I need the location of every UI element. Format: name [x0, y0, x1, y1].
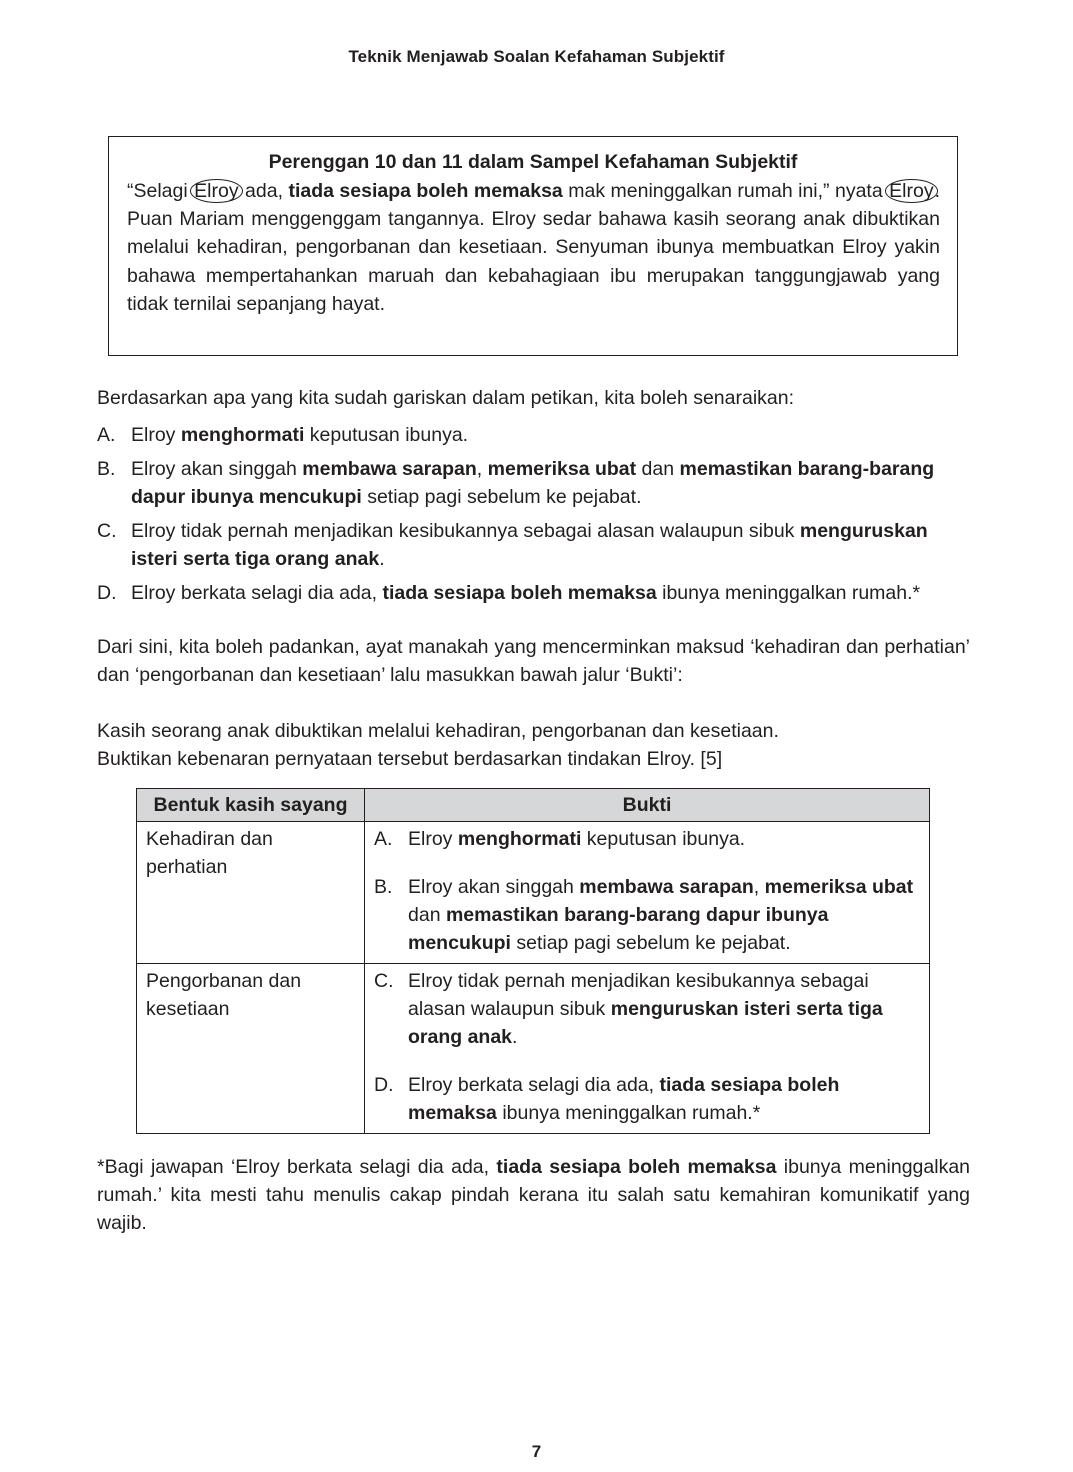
text-run: ada,: [239, 180, 289, 202]
table-item: B. Elroy akan singgah membawa sarapan, memeriksa ubat dan memastikan barang-barang dapur ibunya mencukupi setiap pagi sebelum ke pejabat.: [374, 876, 914, 954]
list-item: [97, 517, 970, 573]
circled-word: Elroy: [190, 179, 242, 203]
matching-paragraph: Dari sini, kita boleh padankan, ayat manakah yang mencerminkan maksud ‘kehadiran dan perhatian’ dan ‘pengorbanan dan kesetiaan’ lalu masukkan bawah jalur ‘Bukti’:: [97, 636, 970, 686]
evidence-list: [97, 421, 970, 613]
table-item: D. Elroy berkata selagi dia ada, tiada sesiapa boleh memaksa ibunya meninggalkan rumah.*: [374, 1074, 840, 1124]
table-header-cell: Bentuk kasih sayang: [137, 789, 365, 822]
list-key: B.: [97, 458, 116, 480]
table-header-row: [137, 789, 930, 822]
answer-table: [136, 788, 930, 1134]
text-run: “Selagi: [127, 180, 194, 202]
list-key: D.: [97, 582, 117, 604]
text-run: mak meninggalkan rumah ini,” nyata: [562, 180, 889, 202]
bold-run: tiada sesiapa boleh memaksa: [288, 180, 563, 202]
table-item: A. Elroy menghormati keputusan ibunya.: [374, 828, 746, 850]
passage-text: [127, 177, 940, 318]
table-cell-evidence: [365, 964, 930, 1134]
table-cell-evidence: [365, 822, 930, 964]
footnote: *Bagi jawapan ‘Elroy berkata selagi dia ada, tiada sesiapa boleh memaksa ibunya meninggalkan rumah.’ kita mesti tahu menulis cakap pindah kerana itu salah satu kemahiran komunikatif yang wajib.: [97, 1156, 971, 1234]
list-text: Elroy tidak pernah menjadikan kesibukannya sebagai alasan walaupun sibuk menguruskan isteri serta tiga orang anak.: [131, 520, 928, 570]
table-item: C. Elroy tidak pernah menjadikan kesibukannya sebagai alasan walaupun sibuk menguruskan isteri serta tiga orang anak.: [374, 970, 883, 1048]
intro-text: Berdasarkan apa yang kita sudah gariskan dalam petikan, kita boleh senaraikan:: [97, 387, 795, 409]
table-row: [137, 822, 930, 964]
list-item: [97, 579, 970, 607]
question-line: Kasih seorang anak dibuktikan melalui kehadiran, pengorbanan dan kesetiaan.: [97, 720, 779, 742]
list-text: Elroy akan singgah membawa sarapan, memeriksa ubat dan memastikan barang-barang dapur ibunya mencukupi setiap pagi sebelum ke pejabat.: [131, 458, 935, 508]
table-cell-label: Kehadiran dan perhatian: [137, 822, 365, 964]
text-run: . Puan Mariam menggenggam tangannya. Elroy sedar bahawa kasih seorang anak dibuktikan melalui kehadiran, pengorbanan dan kesetiaan. Senyuman ibunya membuatkan Elroy yakin bahawa mempertahankan maruah dan kebahagiaan ibu merupakan tanggungjawab yang tidak ternilai sepanjang hayat.: [127, 180, 940, 315]
table-row: [137, 964, 930, 1134]
question-text: [97, 717, 970, 773]
list-key: C.: [97, 520, 117, 542]
table-cell-label: Pengorbanan dan kesetiaan: [137, 964, 365, 1134]
question-line: Buktikan kebenaran pernyataan tersebut berdasarkan tindakan Elroy. [5]: [97, 748, 723, 770]
page-header: Teknik Menjawab Soalan Kefahaman Subjektif: [348, 47, 725, 66]
list-key: A.: [97, 424, 116, 446]
page-number: 7: [531, 1442, 542, 1461]
table-header-cell: Bukti: [365, 789, 930, 822]
list-item: [97, 455, 970, 511]
list-text: Elroy menghormati keputusan ibunya.: [131, 424, 469, 446]
list-text: Elroy berkata selagi dia ada, tiada sesiapa boleh memaksa ibunya meninggalkan rumah.*: [131, 582, 921, 604]
circled-word: Elroy: [885, 179, 937, 203]
list-item: [97, 421, 970, 449]
passage-title: Perenggan 10 dan 11 dalam Sampel Kefahaman Subjektif: [268, 151, 798, 173]
